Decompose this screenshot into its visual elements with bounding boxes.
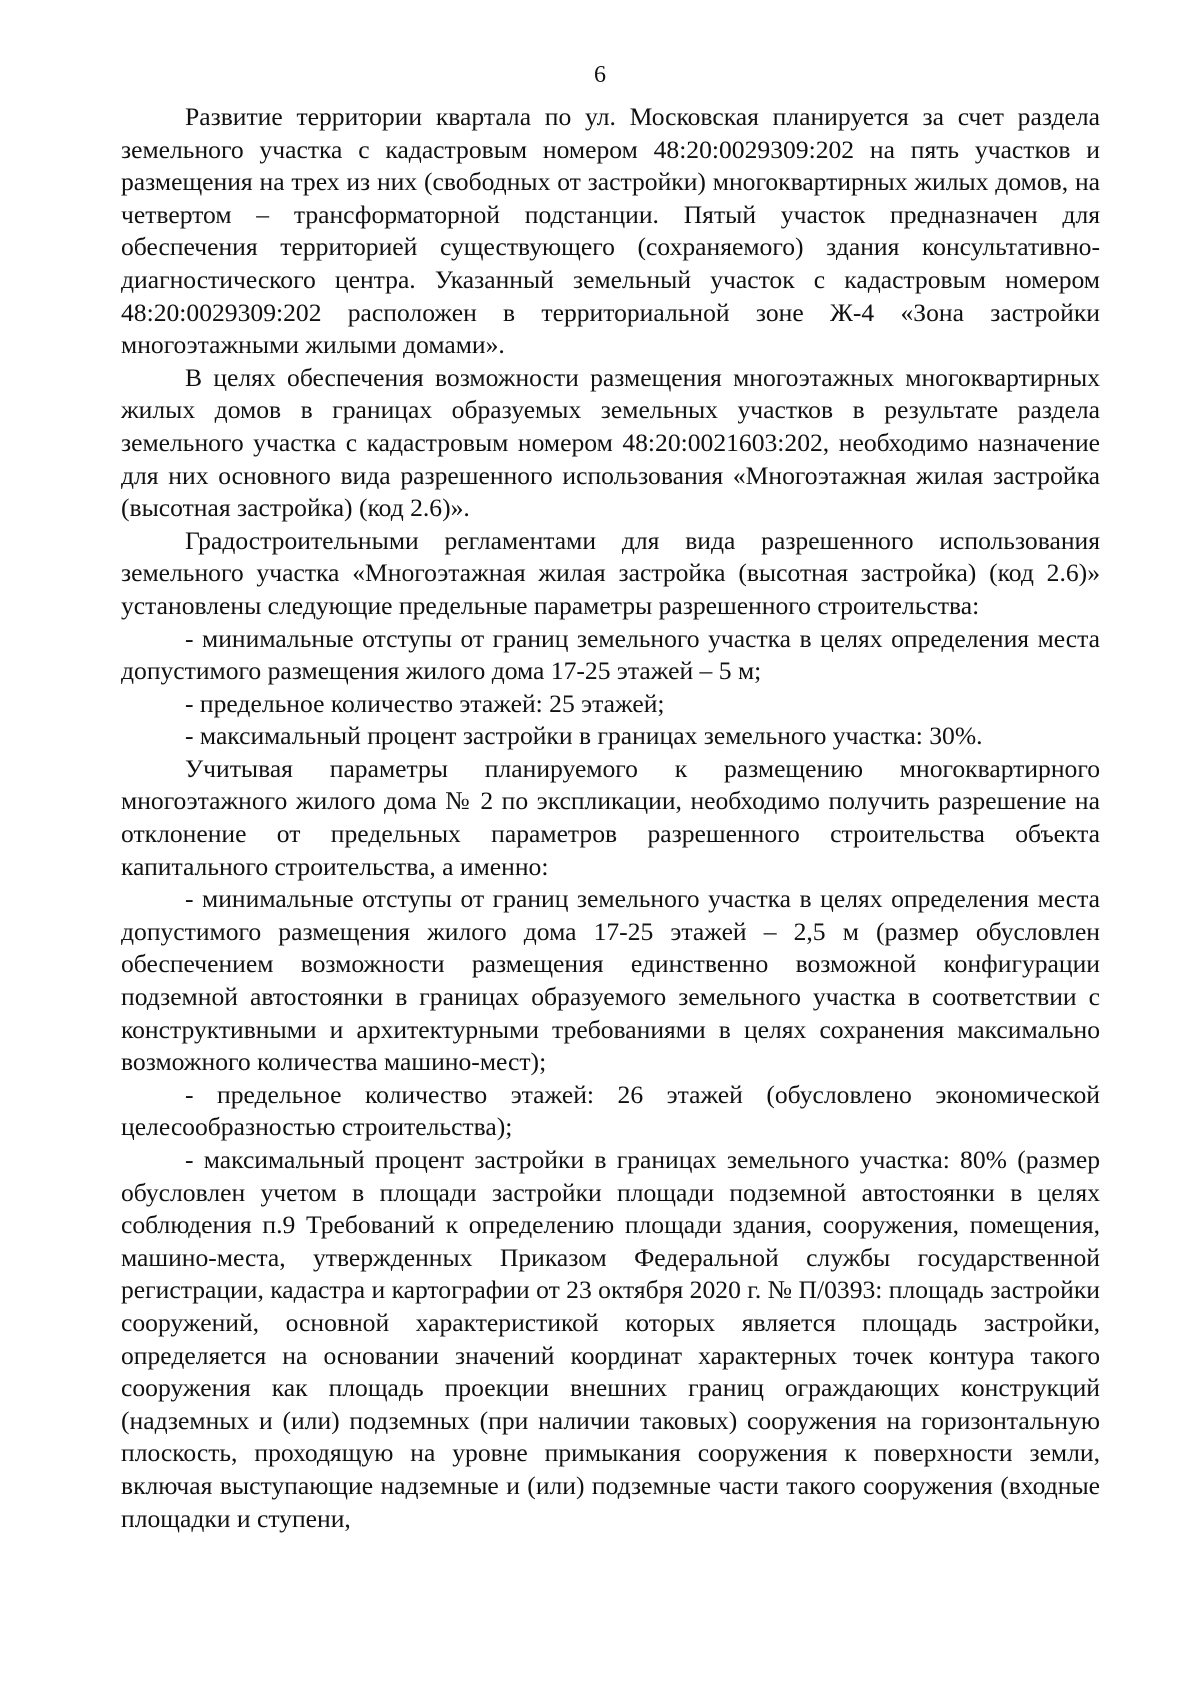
list-item-coverage-30: - максимальный процент застройки в границах земельного участка: 30%. [185, 721, 983, 751]
paragraph-deviation-permit: Учитывая параметры планируемого к размещению многоквартирного многоэтажного жилого дома № 2 по экспликации, необходимо получить разрешение на отклонение от предельных параметров разрешенного строительства объекта капитального строительства, а именно: [121, 753, 1100, 881]
list-item-coverage-80: - максимальный процент застройки в границах земельного участка: 80% (размер обусловлен учетом в площади застройки площади подземной автостоянки в целях соблюдения п.9 Требований к определению площади здания, сооружения, помещения, машино-места, утвержденных Приказом Федеральной службы государственной регистрации, кадастра и картографии от 23 октября 2020 г. № П/0393: площадь застройки сооружений, основной характеристикой которых является площадь застройки, определяется на основании значений координат характерных точек контура такого сооружения как площадь проекции внешних границ ограждающих конструкций (надземных и (или) подземных (при наличии таковых) сооружения на горизонтальную плоскость, проходящую на уровне примыкания сооружения к поверхности земли, включая выступающие надземные и (или) подземные части такого сооружения (входные площадки и ступени, [121, 1145, 1100, 1533]
list-item-setbacks-5m: - минимальные отступы от границ земельного участка в целях определения места допустимого размещения жилого дома 17-25 этажей – 5 м; [121, 623, 1100, 686]
list-item-floors-26: - предельное количество этажей: 26 этажей (обусловлено экономической целесообразностью строительства); [121, 1079, 1100, 1142]
paragraph-permitted-use: В целях обеспечения возможности размещения многоэтажных многоквартирных жилых домов в границах образуемых земельных участков в результате раздела земельного участка с кадастровым номером 48:20:0021603:202, необходимо назначение для них основного вида разрешенного использования «Многоэтажная жилая застройка (высотная застройка) (код 2.6)». [121, 362, 1100, 523]
paragraph-territory-development: Развитие территории квартала по ул. Московская планируется за счет раздела земельного участка с кадастровым номером 48:20:0029309:202 на пять участков и размещения на трех из них (свободных от застройки) многоквартирных жилых домов, на четвертом – трансформаторной подстанции. Пятый участок предназначен для обеспечения территорией существующего (сохраняемого) здания консультативно-диагностического центра. Указанный земельный участок с кадастровым номером 48:20:0029309:202 расположен в территориальной зоне Ж-4 «Зона застройки многоэтажными жилыми домами». [121, 102, 1100, 360]
paragraph-regulations: Градостроительными регламентами для вида разрешенного использования земельного участка «Многоэтажная жилая застройка (высотная застройка) (код 2.6)» установлены следующие предельные параметры разрешенного строительства: [121, 525, 1100, 620]
page-number: 6 [594, 62, 606, 88]
document-body [121, 101, 1100, 1535]
list-item-setbacks-2-5m: - минимальные отступы от границ земельного участка в целях определения места допустимого размещения жилого дома 17-25 этажей – 2,5 м (размер обусловлен обеспечением возможности размещения единственно возможной конфигурации подземной автостоянки в границах образуемого земельного участка в соответствии с конструктивными и архитектурными требованиями в целях сохранения максимально возможного количества машино-мест); [121, 884, 1100, 1077]
list-item-floors-25: - предельное количество этажей: 25 этажей; [185, 688, 665, 718]
